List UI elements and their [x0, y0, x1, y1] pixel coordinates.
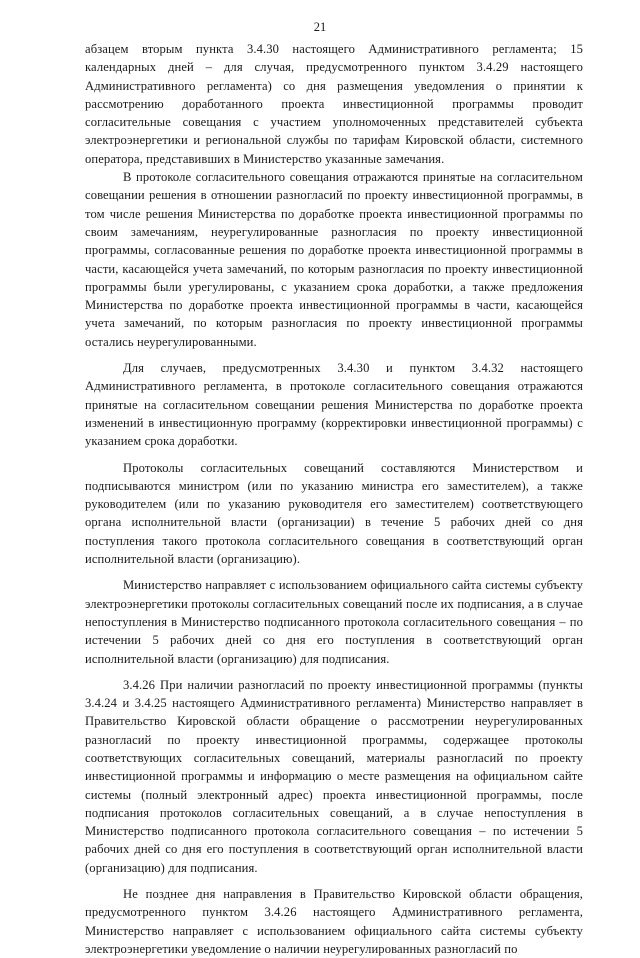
paragraph-continuation: абзацем вторым пункта 3.4.30 настоящего Административного регламента; 15 календарных дней – для случая, предусмотренного пунктом 3.4.29 настоящего Административного регламента) со дня размещения уведомления о принятии к рассмотрению доработанного проекта инвестиционной программы проводит согласительные совещания с участием уполномоченных представителей субъекта электроэнергетики и региональной службы по тарифам Кировской области, системного оператора, представивших в Министерство указанные замечания.	[85, 42, 583, 166]
paragraph-protocol-sending: Министерство направляет с использованием официального сайта системы субъекту электроэнергетики протоколы согласительных совещаний после их подписания, а в случае непоступления в Министерство подписанного протокола согласительного совещания – по истечении 5 рабочих дней со дня его поступления в соответствующий орган исполнительной власти (организацию) для подписания.	[85, 578, 583, 666]
document-body	[85, 40, 583, 958]
page-number: 21	[313, 20, 327, 34]
paragraph-notification: Не позднее дня направления в Правительство Кировской области обращения, предусмотренного пунктом 3.4.26 настоящего Административного регламента, Министерство направляет с использованием официального сайта системы субъекту электроэнергетики уведомление о наличии неурегулированных разногласий по	[85, 887, 583, 956]
paragraph-section-3-4-26: 3.4.26 При наличии разногласий по проекту инвестиционной программы (пункты 3.4.24 и 3.4.25 настоящего Административного регламента) Министерство направляет в Правительство Кировской области обращение о рассмотрении неурегулированных разногласий по проекту инвестиционной программы, содержащее протоколы соответствующих согласительных совещаний, материалы разногласий по проекту инвестиционной программы и информацию о месте размещения на официальном сайте системы (полный электронный адрес) проекта инвестиционной программы, после подписания протоколов согласительных совещаний, а в случае непоступления в Министерство подписанного протокола согласительного совещания – по истечении 5 рабочих дней со дня его поступления в соответствующий орган исполнительной власти (организацию) для подписания.	[85, 677, 583, 875]
paragraph-special-cases: Для случаев, предусмотренных 3.4.30 и пунктом 3.4.32 настоящего Административного регламента, в протоколе согласительного совещания отражаются принятые на согласительном совещании решения Министерства по доработке проекта изменений в инвестиционную программу (корректировки инвестиционной программы) с указанием срока доработки.	[85, 361, 583, 449]
paragraph-protocol-content: В протоколе согласительного совещания отражаются принятые на согласительном совещании решения в отношении разногласий по проекту инвестиционной программы, в том числе решения Министерства по доработке проекта инвестиционной программы по своим замечаниям, неурегулированные разногласия по проекту инвестиционной программы, согласованные решения по доработке проекта инвестиционной программы в части, касающейся учета замечаний, по которым разногласия по проекту инвестиционной программы были урегулированы, с указанием срока доработки, а также предложения Министерства по доработке проекта инвестиционной программы в части, касающейся учета замечаний, по которым разногласия по проекту инвестиционной программы остались неурегулированными.	[85, 170, 583, 349]
paragraph-protocol-signing: Протоколы согласительных совещаний составляются Министерством и подписываются министром (или по указанию министра его заместителем), а также руководителем (или по указанию руководителя его заместителем) соответствующего органа исполнительной власти (организации) в течение 5 рабочих дней со дня поступления такого протокола согласительного совещания в соответствующий орган исполнительной власти (организацию).	[85, 460, 583, 567]
